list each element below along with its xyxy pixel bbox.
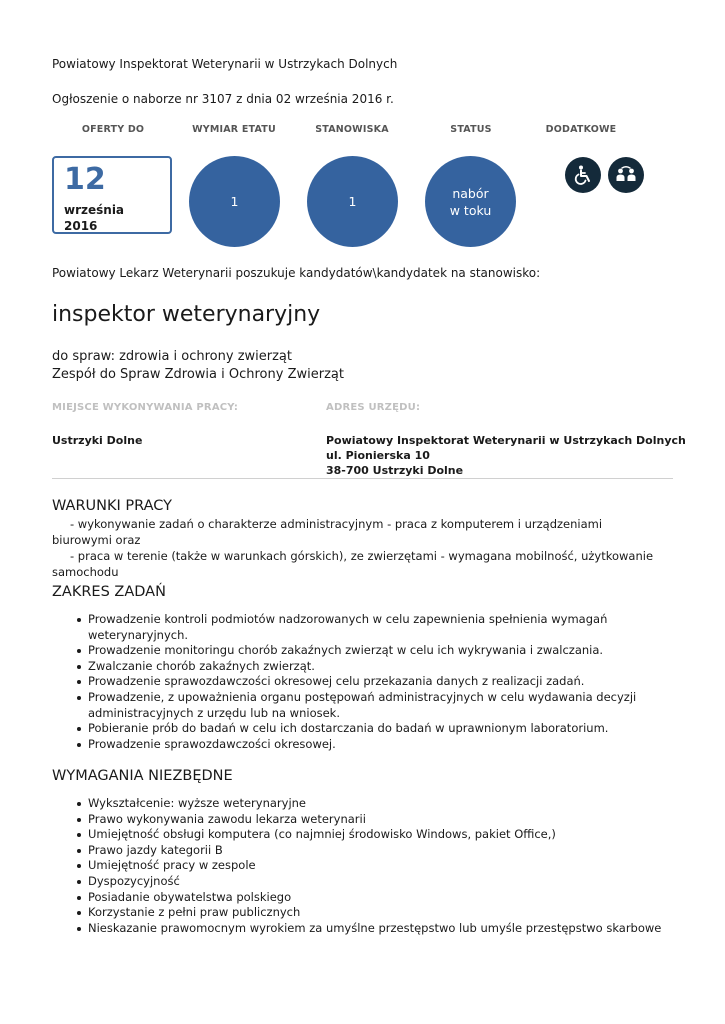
- tasks-heading: ZAKRES ZADAŃ: [52, 584, 166, 600]
- status-line-2: w toku: [449, 202, 492, 218]
- conditions-heading: WARUNKI PRACY: [52, 498, 173, 514]
- position-subtitle: [52, 348, 344, 384]
- notice-title: Ogłoszenie o naborze nr 3107 z dnia 02 września 2016 r.: [52, 92, 394, 106]
- conditions-text: [52, 516, 662, 580]
- list-item: Pobieranie prób do badań w celu ich dostarczania do badań w uprawnionym laboratorium.: [52, 721, 682, 737]
- deadline-day: 12: [64, 162, 106, 197]
- list-item: Prowadzenie sprawozdawczości okresowej celu przekazania danych z realizacji zadań.: [52, 674, 682, 690]
- office-address-line-2: ul. Pionierska 10: [326, 449, 430, 462]
- subtitle-line-2: Zespół do Spraw Zdrowia i Ochrony Zwierząt: [52, 367, 344, 382]
- list-item: Umiejętność obsługi komputera (co najmniej środowisko Windows, pakiet Office,): [52, 827, 682, 843]
- list-item: Prowadzenie, z upoważnienia organu postępowań administracyjnych w celu wydawania decyzji administracyjnych z urzędu lub na wniosek.: [52, 690, 648, 721]
- list-item: Prowadzenie sprawozdawczości okresowej.: [52, 737, 682, 753]
- position-title: inspektor weterynaryjny: [52, 302, 321, 327]
- requirements-list: [52, 796, 682, 936]
- header-offers-until: OFERTY DO: [81, 124, 145, 135]
- conditions-line-3: samochodu: [52, 565, 119, 579]
- conditions-line-2: - praca w terenie (także w warunkach górskich), ze zwierzętami - wymagana mobilność, użytkowanie: [70, 549, 654, 563]
- list-item: Prowadzenie monitoringu chorób zakaźnych zwierząt w celu ich wykrywania i zwalczania.: [52, 643, 682, 659]
- work-place-value: Ustrzyki Dolne: [52, 434, 143, 447]
- subtitle-line-1: do spraw: zdrowia i ochrony zwierząt: [52, 349, 292, 364]
- deadline-box: [52, 156, 172, 234]
- deadline-year: 2016: [64, 219, 98, 233]
- header-positions: STANOWISKA: [315, 124, 389, 135]
- list-item: Nieskazanie prawomocnym wyrokiem za umyślne przestępstwo lub umyśle przestępstwo skarbowe: [52, 921, 682, 937]
- list-item: Posiadanie obywatelstwa polskiego: [52, 890, 682, 906]
- intro-text: Powiatowy Lekarz Weterynarii poszukuje kandydatów\kandydatek na stanowisko:: [52, 266, 541, 280]
- list-item: Dyspozycyjność: [52, 874, 682, 890]
- tasks-list: [52, 612, 682, 752]
- header-status: STATUS: [450, 124, 492, 135]
- deadline-month: września: [64, 203, 125, 217]
- section-divider: [52, 478, 673, 479]
- positions-value: 1: [348, 194, 357, 209]
- institution-name: Powiatowy Inspektorat Weterynarii w Ustrzykach Dolnych: [52, 57, 398, 71]
- people-icon: [608, 157, 644, 193]
- list-item: Prawo jazdy kategorii B: [52, 843, 682, 859]
- list-item: Prawo wykonywania zawodu lekarza weterynarii: [52, 812, 682, 828]
- list-item: Korzystanie z pełni praw publicznych: [52, 905, 682, 921]
- positions-circle: [307, 156, 398, 247]
- header-extras: DODATKOWE: [545, 124, 617, 135]
- wheelchair-icon: [565, 157, 601, 193]
- list-item: Zwalczanie chorób zakaźnych zwierząt.: [52, 659, 682, 675]
- fte-circle: [189, 156, 280, 247]
- list-item: Prowadzenie kontroli podmiotów nadzorowanych w celu zapewnienia spełnienia wymagań weterynaryjnych.: [52, 612, 682, 643]
- list-item: Wykształcenie: wyższe weterynaryjne: [52, 796, 682, 812]
- status-circle: [425, 156, 516, 247]
- status-line-1: nabór: [452, 185, 489, 201]
- office-address-line-3: 38-700 Ustrzyki Dolne: [326, 464, 464, 477]
- conditions-line-1: - wykonywanie zadań o charakterze administracyjnym - praca z komputerem i urządzeniami biurowymi oraz: [52, 517, 603, 547]
- work-place-label: MIEJSCE WYKONYWANIA PRACY:: [52, 402, 239, 413]
- requirements-heading: WYMAGANIA NIEZBĘDNE: [52, 768, 233, 784]
- list-item: Umiejętność pracy w zespole: [52, 858, 682, 874]
- header-fte: WYMIAR ETATU: [192, 124, 276, 135]
- office-address-label: ADRES URZĘDU:: [326, 402, 421, 413]
- office-address: [326, 433, 686, 478]
- fte-value: 1: [230, 194, 239, 209]
- office-address-line-1: Powiatowy Inspektorat Weterynarii w Ustrzykach Dolnych: [326, 434, 686, 447]
